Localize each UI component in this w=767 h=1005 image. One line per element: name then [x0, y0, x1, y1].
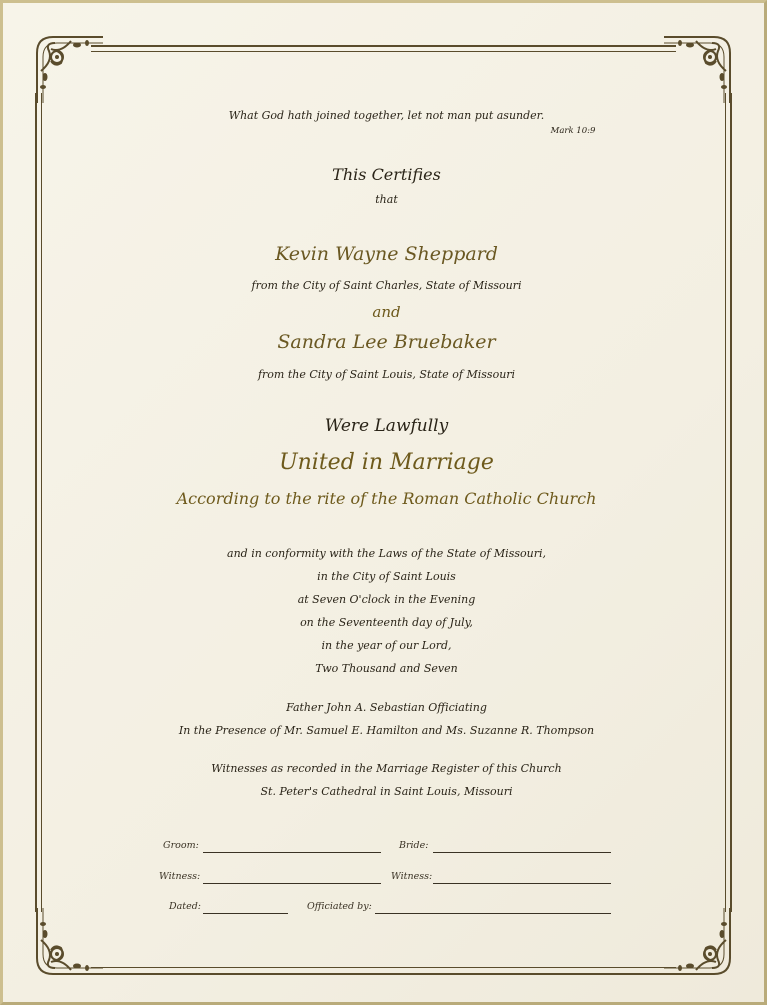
- were-lawfully-text: Were Lawfully: [324, 416, 449, 436]
- bible-verse: What God hath joined together, let not man put asunder.: [228, 109, 545, 122]
- corner-ornament-icon: [31, 31, 109, 109]
- dated-label: Dated:: [169, 901, 202, 912]
- presence-text: In the Presence of Mr. Samuel E. Hamilton and Ms. Suzanne R. Thompson: [178, 724, 595, 737]
- officiated-by-label: Officiated by:: [307, 901, 372, 912]
- conformity-line-6: Two Thousand and Seven: [315, 662, 458, 675]
- united-in-marriage-heading: United in Marriage: [279, 450, 494, 475]
- groom-label: Groom:: [163, 840, 199, 851]
- bride-name: Sandra Lee Bruebaker: [277, 331, 496, 353]
- groom-origin: from the City of Saint Charles, State of Missouri: [251, 279, 522, 292]
- corner-ornament-icon: [658, 902, 736, 980]
- bride-origin: from the City of Saint Louis, State of Missouri: [257, 368, 516, 381]
- frame-top-line-inner: [91, 51, 676, 52]
- rite-text: According to the rite of the Roman Catholic Church: [176, 489, 597, 508]
- corner-ornament-icon: [31, 902, 109, 980]
- church-text: St. Peter's Cathedral in Saint Louis, Missouri: [260, 785, 513, 798]
- frame-bottom-line-inner: [91, 967, 676, 968]
- bride-label: Bride:: [399, 840, 429, 851]
- certifies-heading: This Certifies: [332, 165, 441, 184]
- witness-1-signature-line[interactable]: [203, 882, 381, 884]
- officiant-text: Father John A. Sebastian Officiating: [286, 701, 487, 714]
- conformity-line-4: on the Seventeenth day of July,: [300, 616, 473, 629]
- groom-name: Kevin Wayne Sheppard: [275, 243, 498, 265]
- conformity-line-3: at Seven O'clock in the Evening: [297, 593, 476, 606]
- corner-ornament-icon: [658, 31, 736, 109]
- verse-reference: Mark 10:9: [550, 126, 596, 136]
- witnesses-recorded-text: Witnesses as recorded in the Marriage Register of this Church: [211, 762, 562, 775]
- witness-1-label: Witness:: [159, 871, 201, 882]
- frame-bottom-line: [91, 973, 676, 975]
- officiated-by-line[interactable]: [375, 912, 611, 914]
- dated-line[interactable]: [203, 912, 288, 914]
- conformity-line-1: and in conformity with the Laws of the State of Missouri,: [227, 547, 546, 560]
- witness-2-signature-line[interactable]: [433, 882, 611, 884]
- groom-signature-line[interactable]: [203, 851, 381, 853]
- conformity-line-5: in the year of our Lord,: [321, 639, 452, 652]
- conformity-line-2: in the City of Saint Louis: [317, 570, 456, 583]
- that-text: that: [375, 193, 398, 206]
- bride-signature-line[interactable]: [433, 851, 611, 853]
- frame-top-line: [91, 45, 676, 47]
- and-text: and: [372, 303, 401, 321]
- witness-2-label: Witness:: [391, 871, 433, 882]
